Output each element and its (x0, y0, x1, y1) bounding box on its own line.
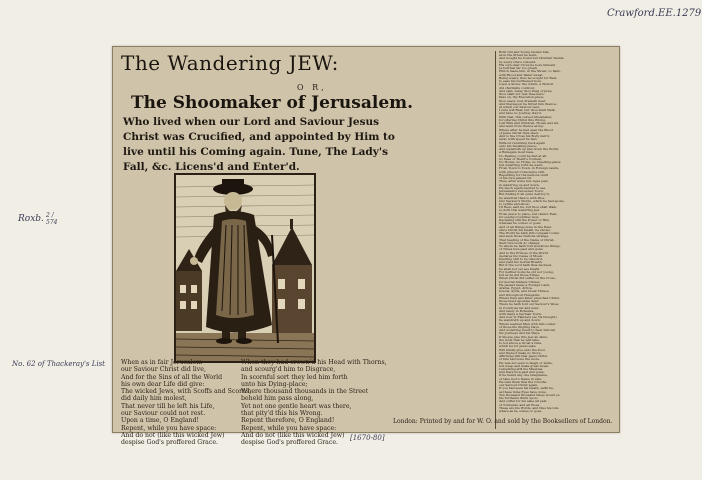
verse-line: thou seest, now draweth near. (499, 98, 546, 103)
verse-line: our Saviour Christ again. (499, 383, 539, 388)
verse-line: and throughout Hungaria; (499, 292, 540, 297)
verse-line: Without returning back again (499, 140, 545, 145)
verse-line: he wandreth up and down: (499, 318, 541, 323)
woodcut-illustration (174, 173, 316, 363)
wandering-jew-woodcut-icon (176, 175, 314, 361)
verse-line: When they had crown'd his Head with Thorns, (241, 359, 387, 366)
verse-line: His own dear Cross he bore himself, (499, 62, 556, 67)
verse-line: Where after he had seen the Blood (499, 127, 554, 132)
verse-line: the most that he will take, (499, 337, 540, 342)
verse-line: That hearing of the Name of Christ, (499, 237, 555, 242)
verse-line: Jerusalem's renowned Town: (499, 189, 544, 194)
verse-line: which he for Jesus sake (499, 344, 536, 349)
verse-line: of Times fore-past and gone: (499, 247, 544, 252)
printer-imprint: London: Printed by and for W. O. and sold by the Booksellers of London. (393, 418, 613, 425)
verse-line: Thus, after some few Ages past, (499, 179, 549, 184)
verse-line: For neither looks he old nor young, (499, 269, 554, 274)
verse-line: in Countries far and near. (499, 305, 539, 310)
verse-line: Where Paul and Peter preached Christ, (499, 295, 560, 300)
verse-line: In scornful sort they led him forth (241, 373, 348, 381)
verse-line: Pass on, thy Execution-place, (499, 95, 545, 100)
roxburghe-label: Roxb. (18, 214, 44, 224)
verse-line: those blest Apostles dear: (499, 299, 540, 304)
verse-line: and Days fore-past and gone; (499, 370, 545, 375)
verse-line: Declaring still the Power of Him, (499, 218, 550, 223)
verse-line: Both Old and Young reviled him, (499, 50, 550, 54)
verse-line: with grieved Conscience still, (499, 169, 545, 174)
ballad-subtitle-title: The Shoomaker of Jerusalem. (131, 93, 414, 113)
verse-line: Where learned Men with him confer (499, 321, 556, 326)
verse-line: despise God's proffered Grace. (121, 439, 218, 447)
verse-line: And thereupon he thrust him thence; (499, 101, 557, 106)
verse-line: since Christ his Death, he shows. (499, 227, 551, 232)
verse-line: These are his Words, and thus his Life (499, 405, 559, 410)
verse-line: And lately in Bohemia, (499, 308, 535, 313)
verse-line: Repent therefore, O England! (241, 417, 335, 425)
verse-line: a Runagate most base. (499, 150, 535, 155)
broadside-right-column (495, 51, 617, 429)
verse-line: as these mine Eyes have done, (499, 389, 547, 394)
verse-line: I sure will Rest; but thou shalt Walk, (499, 108, 556, 113)
verse-line: or take God's Name in vain, (499, 376, 543, 381)
verse-line: Our Saviour's Words, which he had spoke, (499, 198, 565, 203)
verse-line: to verifie and show; (499, 202, 530, 207)
verse-line: And do not (like this wicked Jew) (241, 431, 345, 439)
verse-line: his own dear Life did give: (121, 380, 205, 388)
verse-line: declares his Cause of Moan: (499, 253, 543, 258)
verse-line: If he heard any one blaspheme, (499, 373, 548, 378)
verse-line: And of all things done in the East, (499, 224, 552, 229)
verse-line: Repent, while you have space: (121, 424, 217, 432)
verse-line: No Resting could he find at all, (499, 153, 548, 158)
verse-line: thou shalt not rest thee here: (499, 92, 545, 97)
verse-line: Where thousand thousands in the Street (241, 388, 369, 396)
verse-block-middle (241, 359, 391, 447)
verse-line: as in the Street he went, (499, 53, 538, 58)
verse-line: of Torments, and all Woes. (499, 402, 541, 407)
shelfmark-annotation: Crawford.EE.1279 (607, 8, 702, 19)
verse-line: And to the Princes of the World (499, 250, 548, 255)
verse-line: Grecia, Syria, and Great Thrace, (499, 289, 550, 294)
verse-line: But finding it all quite destroy'd, (499, 192, 550, 197)
verse-line: and thereof make no Store, (499, 350, 542, 355)
verse-line: I'll Rest, said he, but thou shalt Walk, (499, 205, 558, 210)
verse-line: he wandred thence with Woe, (499, 195, 546, 200)
verse-line: no Ease or Heart's Content, (499, 156, 543, 161)
verse-line: Ten thousand thousand times would ye (499, 392, 560, 397)
verse-line: despise God's proffered Grace. (241, 439, 338, 447)
verse-line: From place to place, but cannot Rest, (499, 211, 558, 216)
verse-line: of those his lingring Days, (499, 324, 540, 329)
verse-line: Left Wife and Children, House and all, (499, 121, 559, 126)
verse-line: so doth this wandring Jew (499, 208, 540, 213)
verse-line: From Town to Town, in Foreign Lands, (499, 166, 559, 171)
verse-line: But if the Lord hath thus decreed, (499, 263, 552, 268)
verse-line: his Torments think upon; (499, 396, 538, 401)
verse-line: And for the Sins of all the World (121, 373, 223, 381)
verse-line: (a burthen far too great) (499, 66, 538, 71)
verse-line: That never till he left his Life, (121, 402, 215, 410)
verse-line: our Saviour Christ did live, (121, 366, 206, 374)
verse-line: away with speed he fled, (499, 137, 538, 142)
verse-line: in wandring up and down, (499, 182, 540, 187)
verse-line: And wandreth up and down the World, (499, 147, 560, 152)
verse-line: And to the Cross his Body nail'd, (499, 134, 550, 139)
thackeray-list-note: No. 62 of Thackeray's List (12, 360, 105, 368)
verse-line: He much again desired to see (499, 185, 546, 190)
verse-line: Affirming still that Jesus Christ (499, 354, 548, 359)
verse-line: our Saviour could not rest. (121, 410, 206, 418)
verse-line: for mortal Sinners Crimes. (499, 279, 541, 284)
verse-line: The World he hath still compast round, (499, 231, 560, 236)
verse-line: There he hath told our Saviour's Woes (499, 302, 559, 307)
verse-line: at which our Saviour said, (499, 104, 540, 109)
verse-line: unto his Dying-place; (241, 380, 308, 388)
verse-line: When Christ did suffer on the Cross, (499, 276, 556, 281)
verse-line: their Idol Gods do change: (499, 240, 541, 245)
verse-line: Repenting for the heinous Guilt (499, 172, 549, 177)
verse-line: Repent, while you have space: (241, 424, 337, 432)
verse-line: Upon a time, O England! (121, 417, 200, 425)
verse-line: With that, this cursed Shoemaker, (499, 114, 552, 119)
date-annotation: [1670-80] (350, 434, 385, 442)
verse-line: but as he did those Times, (499, 273, 540, 278)
verse-line: Arabia, Egypt, Africa, (499, 286, 533, 291)
verse-line: If you had seen his Death, saith he, (499, 386, 554, 391)
roxburghe-ref: 2 / 574 (46, 212, 58, 226)
verse-line: Upon a Stone: the which, a Wretch (499, 82, 554, 87)
verse-line: of his fore-passed Ill. (499, 176, 532, 181)
verse-line: for offering Christ this Wrong, (499, 117, 547, 122)
verse-line: but weep and make great moan, (499, 363, 550, 368)
verse-line: And nought he found but Churlish Taunts, (499, 56, 565, 61)
verse-line: and scourg'd him to Disgrace, (241, 366, 336, 374)
verse-line: with Blood and Water sweat. (499, 72, 544, 77)
verse-line: And do not (like this wicked Jew) (121, 431, 225, 439)
verse-line: and went from thence along: (499, 124, 544, 129)
verse-line: unto his Dwelling-place; (499, 143, 537, 148)
verse-line: And now in Flanders (as 'tis thought) (499, 315, 557, 320)
verse-line: whereas he comes or goes; (499, 221, 542, 226)
verse-line: Will kindly give unto the Poor, (499, 347, 546, 352)
ballad-title: The Wandering JEW: (121, 51, 339, 75)
verse-line: and yield his mortal Breath; (499, 260, 543, 265)
verse-line: And wondring much to hear him tell (499, 328, 556, 333)
verse-line: where-as he comes or goes. (499, 409, 543, 414)
verse-block-left (121, 359, 252, 447)
verse-line: Lamenting still his Miseries, (499, 366, 544, 371)
verse-line: No House, no Home, no Dwelling-place; (499, 159, 562, 164)
verse-line: When as in fair Jerusalem (121, 359, 203, 366)
verse-line: And suffer for his sake all pain (499, 399, 547, 404)
verse-line: by every One's consent: (499, 59, 537, 64)
verse-line: he shall not yet see Death. (499, 266, 541, 271)
verse-line: of Jesus Christ thus shed, (499, 130, 539, 135)
verse-line: Being weary, thus he sought for Rest, (499, 75, 558, 80)
verse-line: Which made him, in the Street, to faint, (499, 69, 561, 74)
verse-line: He passed many a Foreign Land, (499, 282, 551, 287)
verse-line: Desiring still to be dissolv'd, (499, 257, 544, 261)
verse-line: did churlishly controul: (499, 85, 536, 90)
verse-line: And said, Away, thou King of Jews, (499, 88, 553, 93)
verse-line: and seen those Nations strange, (499, 234, 550, 239)
verse-line: The wicked Jews, with Scoffs and Scorns, (121, 388, 252, 396)
verse-line: If People give this Jew an Alms, (499, 334, 548, 339)
verse-line: of him had done the more. (499, 357, 541, 362)
verse-line: his Journeys and his Ways. (499, 331, 541, 336)
verse-line: did daily him molest, (121, 395, 187, 403)
title-or: O R, (297, 83, 327, 92)
ballad-description: Who lived when our Lord and Saviour Jesus Christ was Crucified, and appointed by Him to live until his Coming again. Tune, The Lady's Fall, &c. Licens'd and Enter'd. (123, 116, 395, 173)
verse-line: to ease his burthened Soul, (499, 79, 542, 84)
verse-line: beheld him pass along, (241, 395, 314, 403)
verse-line: for seeing Countries new; (499, 214, 540, 219)
verse-line: To whom he hath told wondrous things, (499, 244, 561, 249)
verse-line: and have no Journey stay'd. (499, 111, 542, 116)
verse-line: Is not above a Groat a time, (499, 341, 543, 346)
verse-line: that pity'd this his Wrong. (241, 410, 323, 418)
verse-line: Yet not one gentle heart was there, (241, 402, 352, 410)
verse-line: He was not seen to laugh or smile, (499, 360, 553, 365)
verse-line: with many a German Town; (499, 311, 542, 316)
verse-line: but wandring forth he went; (499, 163, 543, 168)
verse-line: He tells them that the Crucifie (499, 379, 547, 384)
